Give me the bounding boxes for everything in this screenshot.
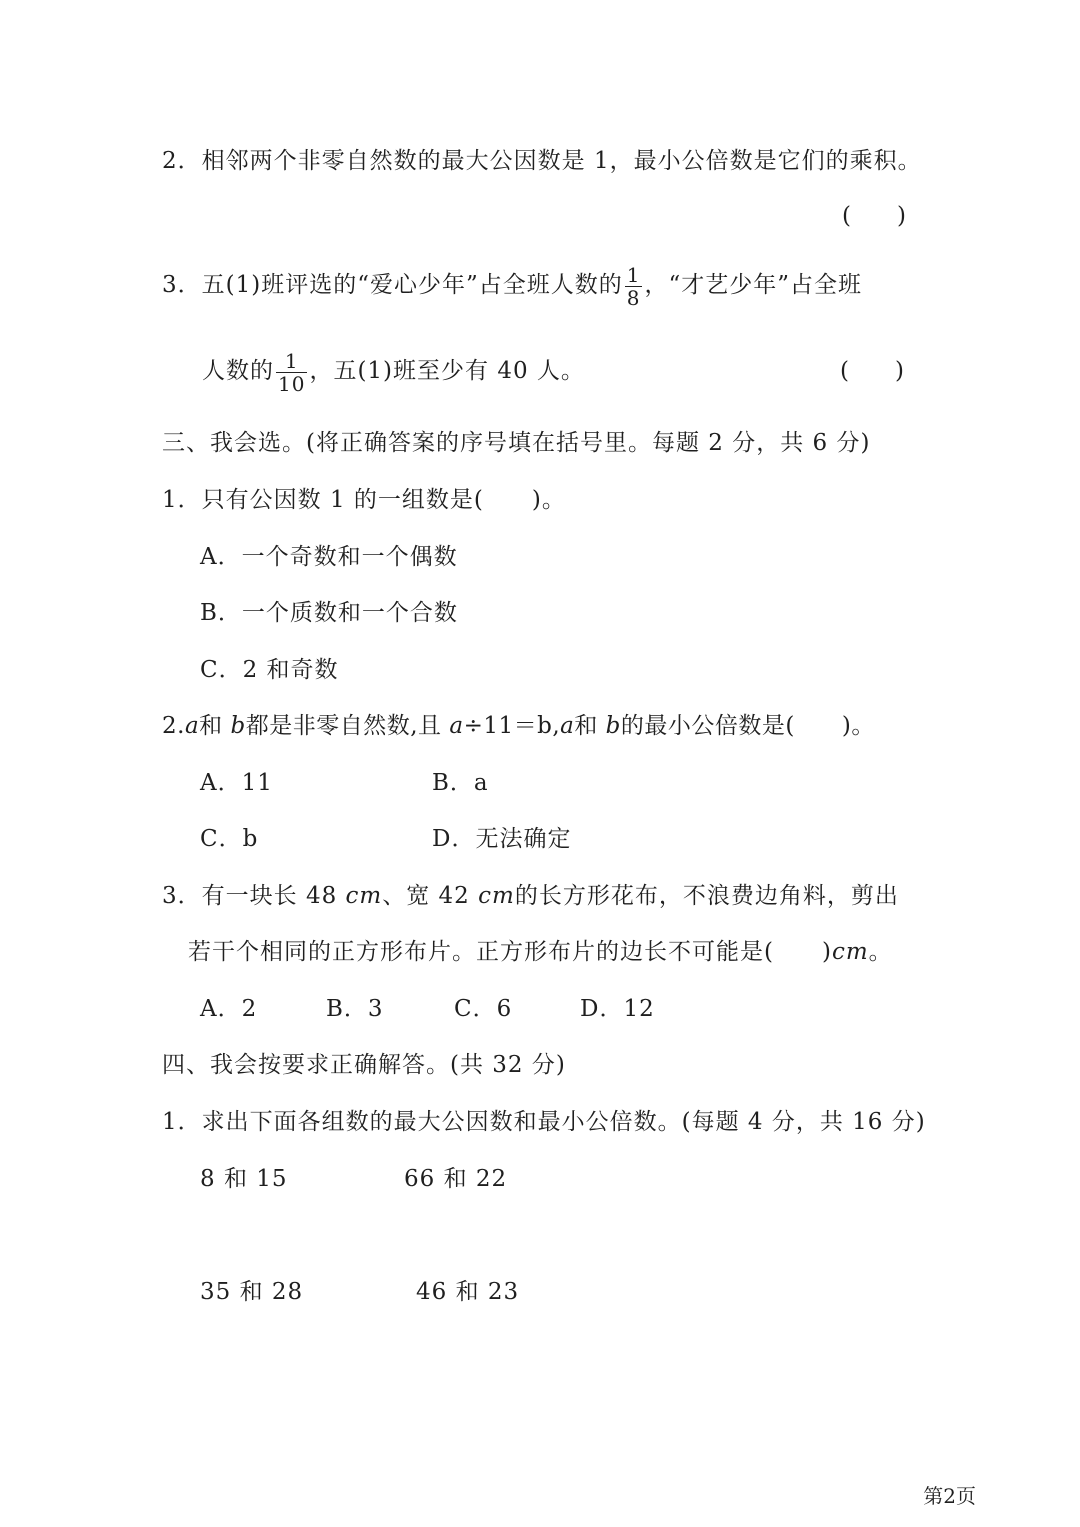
number-pair: 46 和 23 [416,1279,520,1305]
fraction-denominator: 10 [278,371,306,396]
option-b[interactable]: B．一个质数和一个合数 [200,600,458,626]
option-b[interactable]: B．a [432,770,489,796]
option-d[interactable]: D．无法确定 [432,826,572,852]
q2-text: ÷11＝b, [463,713,561,739]
number-pair: 8 和 15 [200,1166,288,1192]
unit-cm: cm [478,883,515,909]
judge-question-3-line2 [202,342,585,400]
choice-question-1: 1．只有公因数 1 的一组数是( )。 [162,487,566,513]
section-4-heading: 四、我会按要求正确解答。(共 32 分) [162,1052,566,1078]
option-c[interactable]: C．6 [454,996,513,1022]
var-a: a [184,713,200,739]
answer-parentheses[interactable]: ( ) [840,358,904,384]
q2-text: 和 [199,713,231,739]
fraction-one-eighth [625,264,643,309]
fraction-numerator: 1 [626,262,641,287]
unit-cm: cm [831,939,869,965]
page-number: 第2页 [923,1484,976,1508]
fraction-one-tenth [276,350,307,395]
option-a[interactable]: A．2 [200,996,258,1022]
var-a: a [449,713,464,739]
option-a[interactable]: A．11 [200,770,273,796]
var-b: b [230,713,246,739]
number-pair: 66 和 22 [404,1166,508,1192]
q2-number: 2. [162,713,185,739]
var-b: b [605,713,621,739]
q3-text: 。 [868,939,893,965]
judge-question-2: 2．相邻两个非零自然数的最大公因数是 1，最小公倍数是它们的乘积。 [162,148,922,174]
q2-text: 的最小公倍数是( )。 [620,713,875,739]
q2-text: 都是非零自然数,且 [245,713,450,739]
answer-parentheses[interactable]: ( ) [842,203,906,229]
judge-question-3-line1 [162,256,862,314]
choice-question-3-line1 [162,881,899,911]
unit-cm: cm [345,883,383,909]
q3-text: 3．有一块长 48 [162,883,346,909]
number-pair: 35 和 28 [200,1279,304,1305]
q3-text: 的长方形花布，不浪费边角料，剪出 [514,883,899,909]
option-d[interactable]: D．12 [580,996,655,1022]
solve-question-1: 1．求出下面各组数的最大公因数和最小公倍数。(每题 4 分，共 16 分) [162,1109,926,1135]
option-c[interactable]: C．2 和奇数 [200,657,339,683]
option-c[interactable]: C．b [200,826,259,852]
q3-line2-suffix: ，五(1)班至少有 40 人。 [309,358,585,384]
q2-text: 和 [574,713,606,739]
q3-text-part1: 3．五(1)班评选的“爱心少年”占全班人数的 [162,272,623,298]
choice-question-2 [162,711,875,741]
var-a: a [560,713,575,739]
q3-text: 、宽 42 [382,883,479,909]
section-3-heading: 三、我会选。(将正确答案的序号填在括号里。每题 2 分，共 6 分) [162,430,871,456]
fraction-numerator: 1 [276,350,307,373]
q3-text: 若干个相同的正方形布片。正方形布片的边长不可能是( ) [188,939,832,965]
q3-text-part2: ，“才艺少年”占全班 [644,272,862,298]
option-a[interactable]: A．一个奇数和一个偶数 [200,544,458,570]
q3-line2-prefix: 人数的 [202,358,274,384]
option-b[interactable]: B．3 [326,996,384,1022]
fraction-denominator: 8 [626,285,641,310]
choice-question-3-line2 [188,937,893,967]
